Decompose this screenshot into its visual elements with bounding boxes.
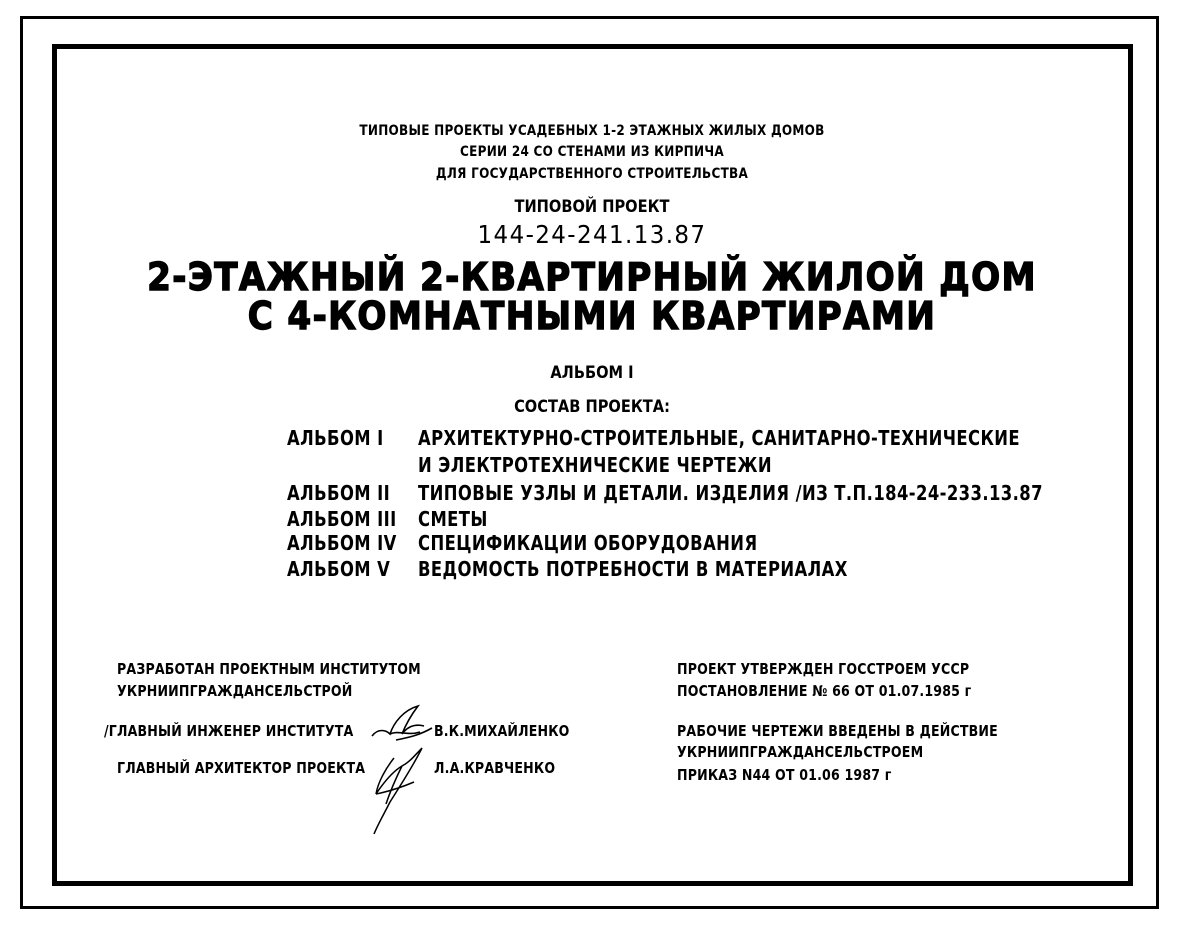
album-2-label: АЛЬБОМ II bbox=[287, 481, 391, 505]
album-4-label: АЛЬБОМ IV bbox=[287, 531, 397, 555]
album-2-desc: ТИПОВЫЕ УЗЛЫ И ДЕТАЛИ. ИЗДЕЛИЯ /ИЗ Т.П.184-24-233.13.87 bbox=[418, 481, 1043, 505]
developer-line-1: РАЗРАБОТАН ПРОЕКТНЫМ ИНСТИТУТОМ bbox=[117, 660, 421, 678]
album-1-desc: АРХИТЕКТУРНО-СТРОИТЕЛЬНЫЕ, САНИТАРНО-ТЕХНИЧЕСКИЕ bbox=[418, 426, 1021, 450]
approval-line-5: ПРИКАЗ N44 ОТ 01.06 1987 г bbox=[677, 766, 892, 784]
approval-line-3: РАБОЧИЕ ЧЕРТЕЖИ ВВЕДЕНЫ В ДЕЙСТВИЕ bbox=[677, 722, 998, 740]
series-line-1: ТИПОВЫЕ ПРОЕКТЫ УСАДЕБНЫХ 1-2 ЭТАЖНЫХ ЖИЛЫХ ДОМОВ bbox=[359, 123, 825, 139]
approval-line-4: УКРНИИПГРАЖДАНСЕЛЬСТРОЕМ bbox=[677, 743, 924, 761]
series-line-2: СЕРИИ 24 СО СТЕНАМИ ИЗ КИРПИЧА bbox=[460, 144, 724, 160]
chief-engineer-label: /ГЛАВНЫЙ ИНЖЕНЕР ИНСТИТУТА bbox=[104, 722, 354, 740]
main-title-line-2: С 4-КОМНАТНЫМИ КВАРТИРАМИ bbox=[247, 294, 937, 338]
album-3-label: АЛЬБОМ III bbox=[287, 507, 397, 531]
chief-architect-name: Л.А.КРАВЧЕНКО bbox=[434, 759, 556, 777]
main-title-line-1: 2-ЭТАЖНЫЙ 2-КВАРТИРНЫЙ ЖИЛОЙ ДОМ bbox=[147, 255, 1037, 299]
approval-line-1: ПРОЕКТ УТВЕРЖДЕН ГОССТРОЕМ УССР bbox=[677, 660, 970, 678]
approval-line-2: ПОСТАНОВЛЕНИЕ № 66 ОТ 01.07.1985 г bbox=[677, 682, 972, 700]
contents-heading: СОСТАВ ПРОЕКТА: bbox=[514, 397, 670, 417]
album-1-label: АЛЬБОМ I bbox=[287, 426, 384, 450]
developer-line-2: УКРНИИПГРАЖДАНСЕЛЬСТРОЙ bbox=[117, 682, 353, 700]
album-3-desc: СМЕТЫ bbox=[418, 507, 488, 531]
chief-architect-label: ГЛАВНЫЙ АРХИТЕКТОР ПРОЕКТА bbox=[117, 759, 366, 777]
album-1-desc-2: И ЭЛЕКТРОТЕХНИЧЕСКИЕ ЧЕРТЕЖИ bbox=[418, 453, 773, 477]
album-5-label: АЛЬБОМ V bbox=[287, 557, 391, 581]
project-number: 144-24-241.13.87 bbox=[477, 220, 707, 249]
album-5-desc: ВЕДОМОСТЬ ПОТРЕБНОСТИ В МАТЕРИАЛАХ bbox=[418, 557, 848, 581]
chief-engineer-name: В.К.МИХАЙЛЕНКО bbox=[434, 722, 570, 740]
architect-signature bbox=[356, 738, 436, 838]
series-line-3: ДЛЯ ГОСУДАРСТВЕННОГО СТРОИТЕЛЬСТВА bbox=[435, 166, 749, 182]
album-4-desc: СПЕЦИФИКАЦИИ ОБОРУДОВАНИЯ bbox=[418, 531, 758, 555]
project-label: ТИПОВОЙ ПРОЕКТ bbox=[514, 197, 670, 217]
album-current: АЛЬБОМ I bbox=[550, 363, 634, 383]
